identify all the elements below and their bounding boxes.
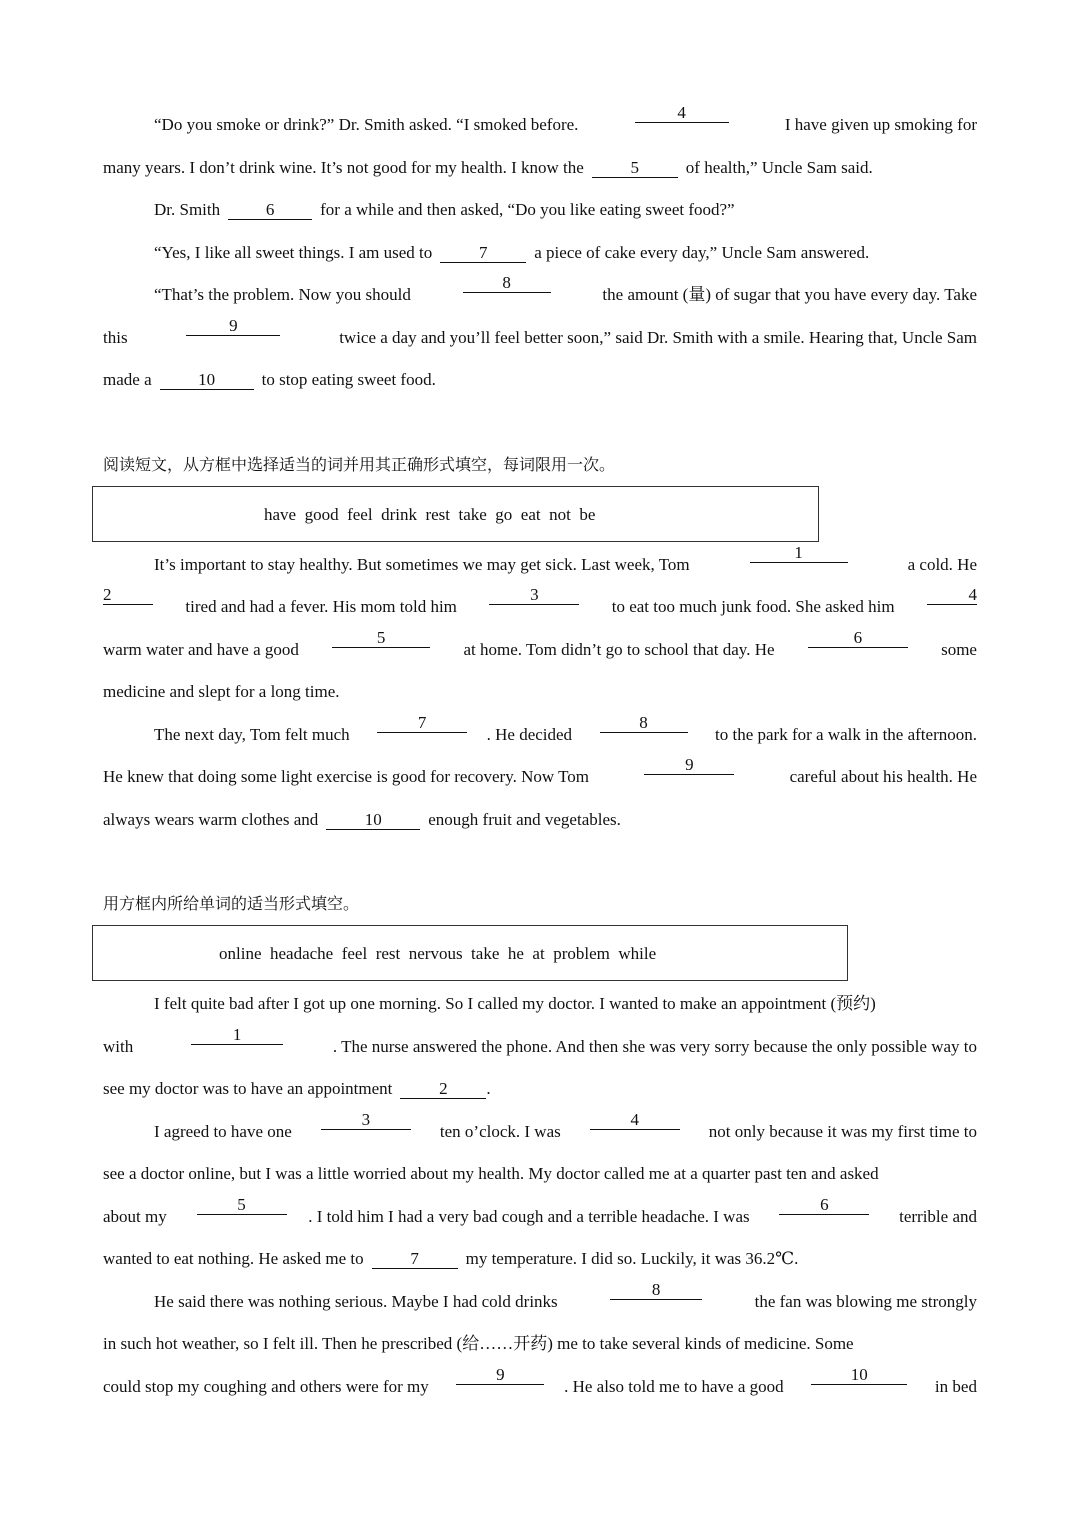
answer-blank[interactable]: 10: [160, 371, 254, 390]
text-line: Dr. Smith 6 for a while and then asked, “Do you like eating sweet food?”: [154, 200, 735, 219]
text-line: 2 tired and had a fever. His mom told him 3 to eat too much junk food. She asked him 4: [103, 585, 977, 616]
section-instruction: 用方框内所给单词的适当形式填空。: [103, 894, 360, 913]
answer-blank[interactable]: 5: [592, 159, 678, 178]
text-line: wanted to eat nothing. He asked me to 7 my temperature. I did so. Luckily, it was 36.2℃.: [103, 1249, 799, 1268]
text-line: “Yes, I like all sweet things. I am used to 7 a piece of cake every day,” Uncle Sam answered.: [154, 242, 870, 262]
answer-blank[interactable]: 7: [440, 244, 526, 263]
answer-blank[interactable]: 6: [779, 1196, 869, 1215]
answer-blank[interactable]: 7: [372, 1250, 458, 1269]
text-line: warm water and have a good 5 at home. Tom didn’t go to school that day. He 6 some: [103, 627, 977, 659]
text-line: always wears warm clothes and 10 enough fruit and vegetables.: [103, 809, 621, 829]
text-line: with 1 . The nurse answered the phone. And then she was very sorry because the only possible way to: [103, 1024, 977, 1056]
answer-blank[interactable]: 8: [600, 714, 688, 733]
answer-blank[interactable]: 10: [326, 811, 420, 830]
worksheet: [103, 104, 977, 1408]
answer-blank[interactable]: 4: [635, 104, 729, 123]
text-line: see a doctor online, but I was a little worried about my health. My doctor called me at a quarter past ten and asked: [103, 1164, 879, 1183]
text-line: could stop my coughing and others were for my 9 . He also told me to have a good 10 in bed: [103, 1364, 977, 1396]
text-line: made a 10 to stop eating sweet food.: [103, 370, 436, 389]
answer-blank[interactable]: 9: [186, 317, 280, 336]
answer-blank[interactable]: 9: [644, 756, 734, 775]
answer-blank[interactable]: 7: [377, 714, 467, 733]
answer-blank[interactable]: 1: [750, 544, 848, 563]
text-line: It’s important to stay healthy. But sometimes we may get sick. Last week, Tom 1 a cold. He: [154, 542, 977, 574]
text-line: medicine and slept for a long time.: [103, 682, 340, 701]
text-line: in such hot weather, so I felt ill. Then he prescribed (给……开药) me to take several kinds of medicine. Some: [103, 1334, 854, 1353]
answer-blank[interactable]: 9: [456, 1366, 544, 1385]
answer-blank[interactable]: 5: [332, 629, 430, 648]
answer-blank[interactable]: 10: [811, 1366, 907, 1385]
text-line: “That’s the problem. Now you should 8 the amount (量) of sugar that you have every day. Take: [154, 273, 977, 304]
answer-blank[interactable]: 2: [103, 586, 153, 605]
answer-blank[interactable]: 8: [610, 1281, 702, 1300]
answer-blank[interactable]: 3: [321, 1111, 411, 1130]
text-line: “Do you smoke or drink?” Dr. Smith asked. “I smoked before. 4 I have given up smoking for: [154, 103, 977, 134]
answer-blank[interactable]: 3: [489, 586, 579, 605]
answer-blank[interactable]: 4: [927, 586, 977, 605]
answer-blank[interactable]: 8: [463, 274, 551, 293]
text-line: about my 5 . I told him I had a very bad cough and a terrible headache. I was 6 terrible and: [103, 1194, 977, 1226]
answer-blank[interactable]: 5: [197, 1196, 287, 1215]
section-instruction: 阅读短文，从方框中选择适当的词并用其正确形式填空，每词限用一次。: [103, 454, 616, 474]
word-box: online headache feel rest nervous take he at problem while: [92, 925, 848, 981]
text-line: He knew that doing some light exercise is good for recovery. Now Tom 9 careful about his health. He: [103, 755, 977, 786]
text-line: The next day, Tom felt much 7 . He decided 8 to the park for a walk in the afternoon.: [154, 712, 977, 744]
text-line: see my doctor was to have an appointment 2 .: [103, 1079, 491, 1098]
answer-blank[interactable]: 1: [191, 1026, 283, 1045]
answer-blank[interactable]: 4: [590, 1111, 680, 1130]
word-box: have good feel drink rest take go eat not be: [92, 486, 819, 542]
text-line: this 9 twice a day and you’ll feel better soon,” said Dr. Smith with a smile. Hearing that, Uncle Sam: [103, 315, 977, 347]
answer-blank[interactable]: 6: [808, 629, 908, 648]
answer-blank[interactable]: 6: [228, 201, 312, 220]
text-line: I agreed to have one 3 ten o’clock. I was 4 not only because it was my first time to: [154, 1109, 977, 1141]
text-line: I felt quite bad after I got up one morning. So I called my doctor. I wanted to make an appointment (预约): [154, 994, 876, 1013]
text-line: He said there was nothing serious. Maybe I had cold drinks 8 the fan was blowing me strongly: [154, 1279, 977, 1311]
text-line: many years. I don’t drink wine. It’s not good for my health. I know the 5 of health,” Uncle Sam said.: [103, 157, 873, 177]
answer-blank[interactable]: 2: [400, 1080, 486, 1099]
